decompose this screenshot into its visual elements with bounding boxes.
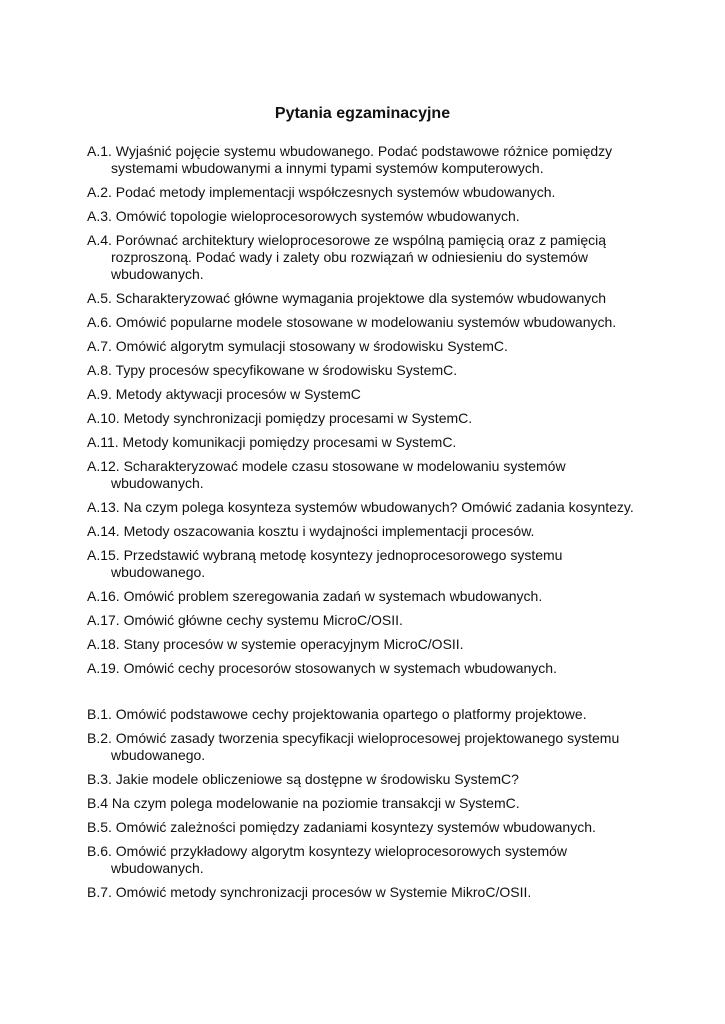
question-a6: A.6. Omówić popularne modele stosowane w modelowaniu systemów wbudowanych. [87, 314, 617, 330]
question-a5: A.5. Scharakteryzować główne wymagania projektowe dla systemów wbudowanych [87, 290, 607, 306]
question-a14: A.14. Metody oszacowania kosztu i wydajności implementacji procesów. [87, 523, 535, 539]
question-a10: A.10. Metody synchronizacji pomiędzy procesami w SystemC. [87, 410, 473, 426]
question-a15: A.15. Przedstawić wybraną metodę kosyntezy jednoprocesorowego systemu wbudowanego. [87, 547, 563, 580]
question-a1: A.1. Wyjaśnić pojęcie systemu wbudowanego. Podać podstawowe różnice pomiędzy systemami wbudowanymi a innymi typami systemów komputerowych. [87, 143, 613, 176]
question-a9: A.9. Metody aktywacji procesów w SystemC [87, 386, 361, 402]
question-a18: A.18. Stany procesów w systemie operacyjnym MicroC/OSII. [87, 636, 464, 652]
question-a11: A.11. Metody komunikacji pomiędzy procesami w SystemC. [87, 434, 457, 450]
question-b4: B.4 Na czym polega modelowanie na poziomie transakcji w SystemC. [87, 795, 520, 811]
section-divider [87, 684, 647, 706]
question-b3: B.3. Jakie modele obliczeniowe są dostępne w środowisku SystemC? [87, 771, 519, 787]
question-b6: B.6. Omówić przykładowy algorytm kosyntezy wieloprocesorowych systemów wbudowanych. [87, 843, 568, 876]
question-a3: A.3. Omówić topologie wieloprocesorowych systemów wbudowanych. [87, 208, 520, 224]
question-a2: A.2. Podać metody implementacji współczesnych systemów wbudowanych. [87, 184, 556, 200]
question-a4: A.4. Porównać architektury wieloprocesorowe ze wspólną pamięcią oraz z pamięcią rozproszoną. Podać wady i zalety obu rozwiązań w odniesieniu do systemów wbudowanych. [87, 232, 607, 282]
question-a13: A.13. Na czym polega kosynteza systemów wbudowanych? Omówić zadania kosyntezy. [87, 499, 634, 515]
question-b2: B.2. Omówić zasady tworzenia specyfikacji wieloprocesowej projektowanego systemu wbudowanego. [87, 730, 620, 763]
question-b1: B.1. Omówić podstawowe cechy projektowania opartego o platformy projektowe. [87, 706, 587, 722]
question-list [87, 143, 647, 908]
question-b5: B.5. Omówić zależności pomiędzy zadaniami kosyntezy systemów wbudowanych. [87, 819, 596, 835]
question-a17: A.17. Omówić główne cechy systemu MicroC/OSII. [87, 612, 403, 628]
question-a19: A.19. Omówić cechy procesorów stosowanych w systemach wbudowanych. [87, 660, 557, 676]
question-a16: A.16. Omówić problem szeregowania zadań w systemach wbudowanych. [87, 588, 543, 604]
question-a7: A.7. Omówić algorytm symulacji stosowany w środowisku SystemC. [87, 338, 508, 354]
page-title: Pytania egzaminacyjne [274, 105, 451, 122]
question-b7: B.7. Omówić metody synchronizacji procesów w Systemie MikroC/OSII. [87, 884, 532, 900]
question-a8: A.8. Typy procesów specyfikowane w środowisku SystemC. [87, 362, 458, 378]
question-a12: A.12. Scharakteryzować modele czasu stosowane w modelowaniu systemów wbudowanych. [87, 458, 566, 491]
